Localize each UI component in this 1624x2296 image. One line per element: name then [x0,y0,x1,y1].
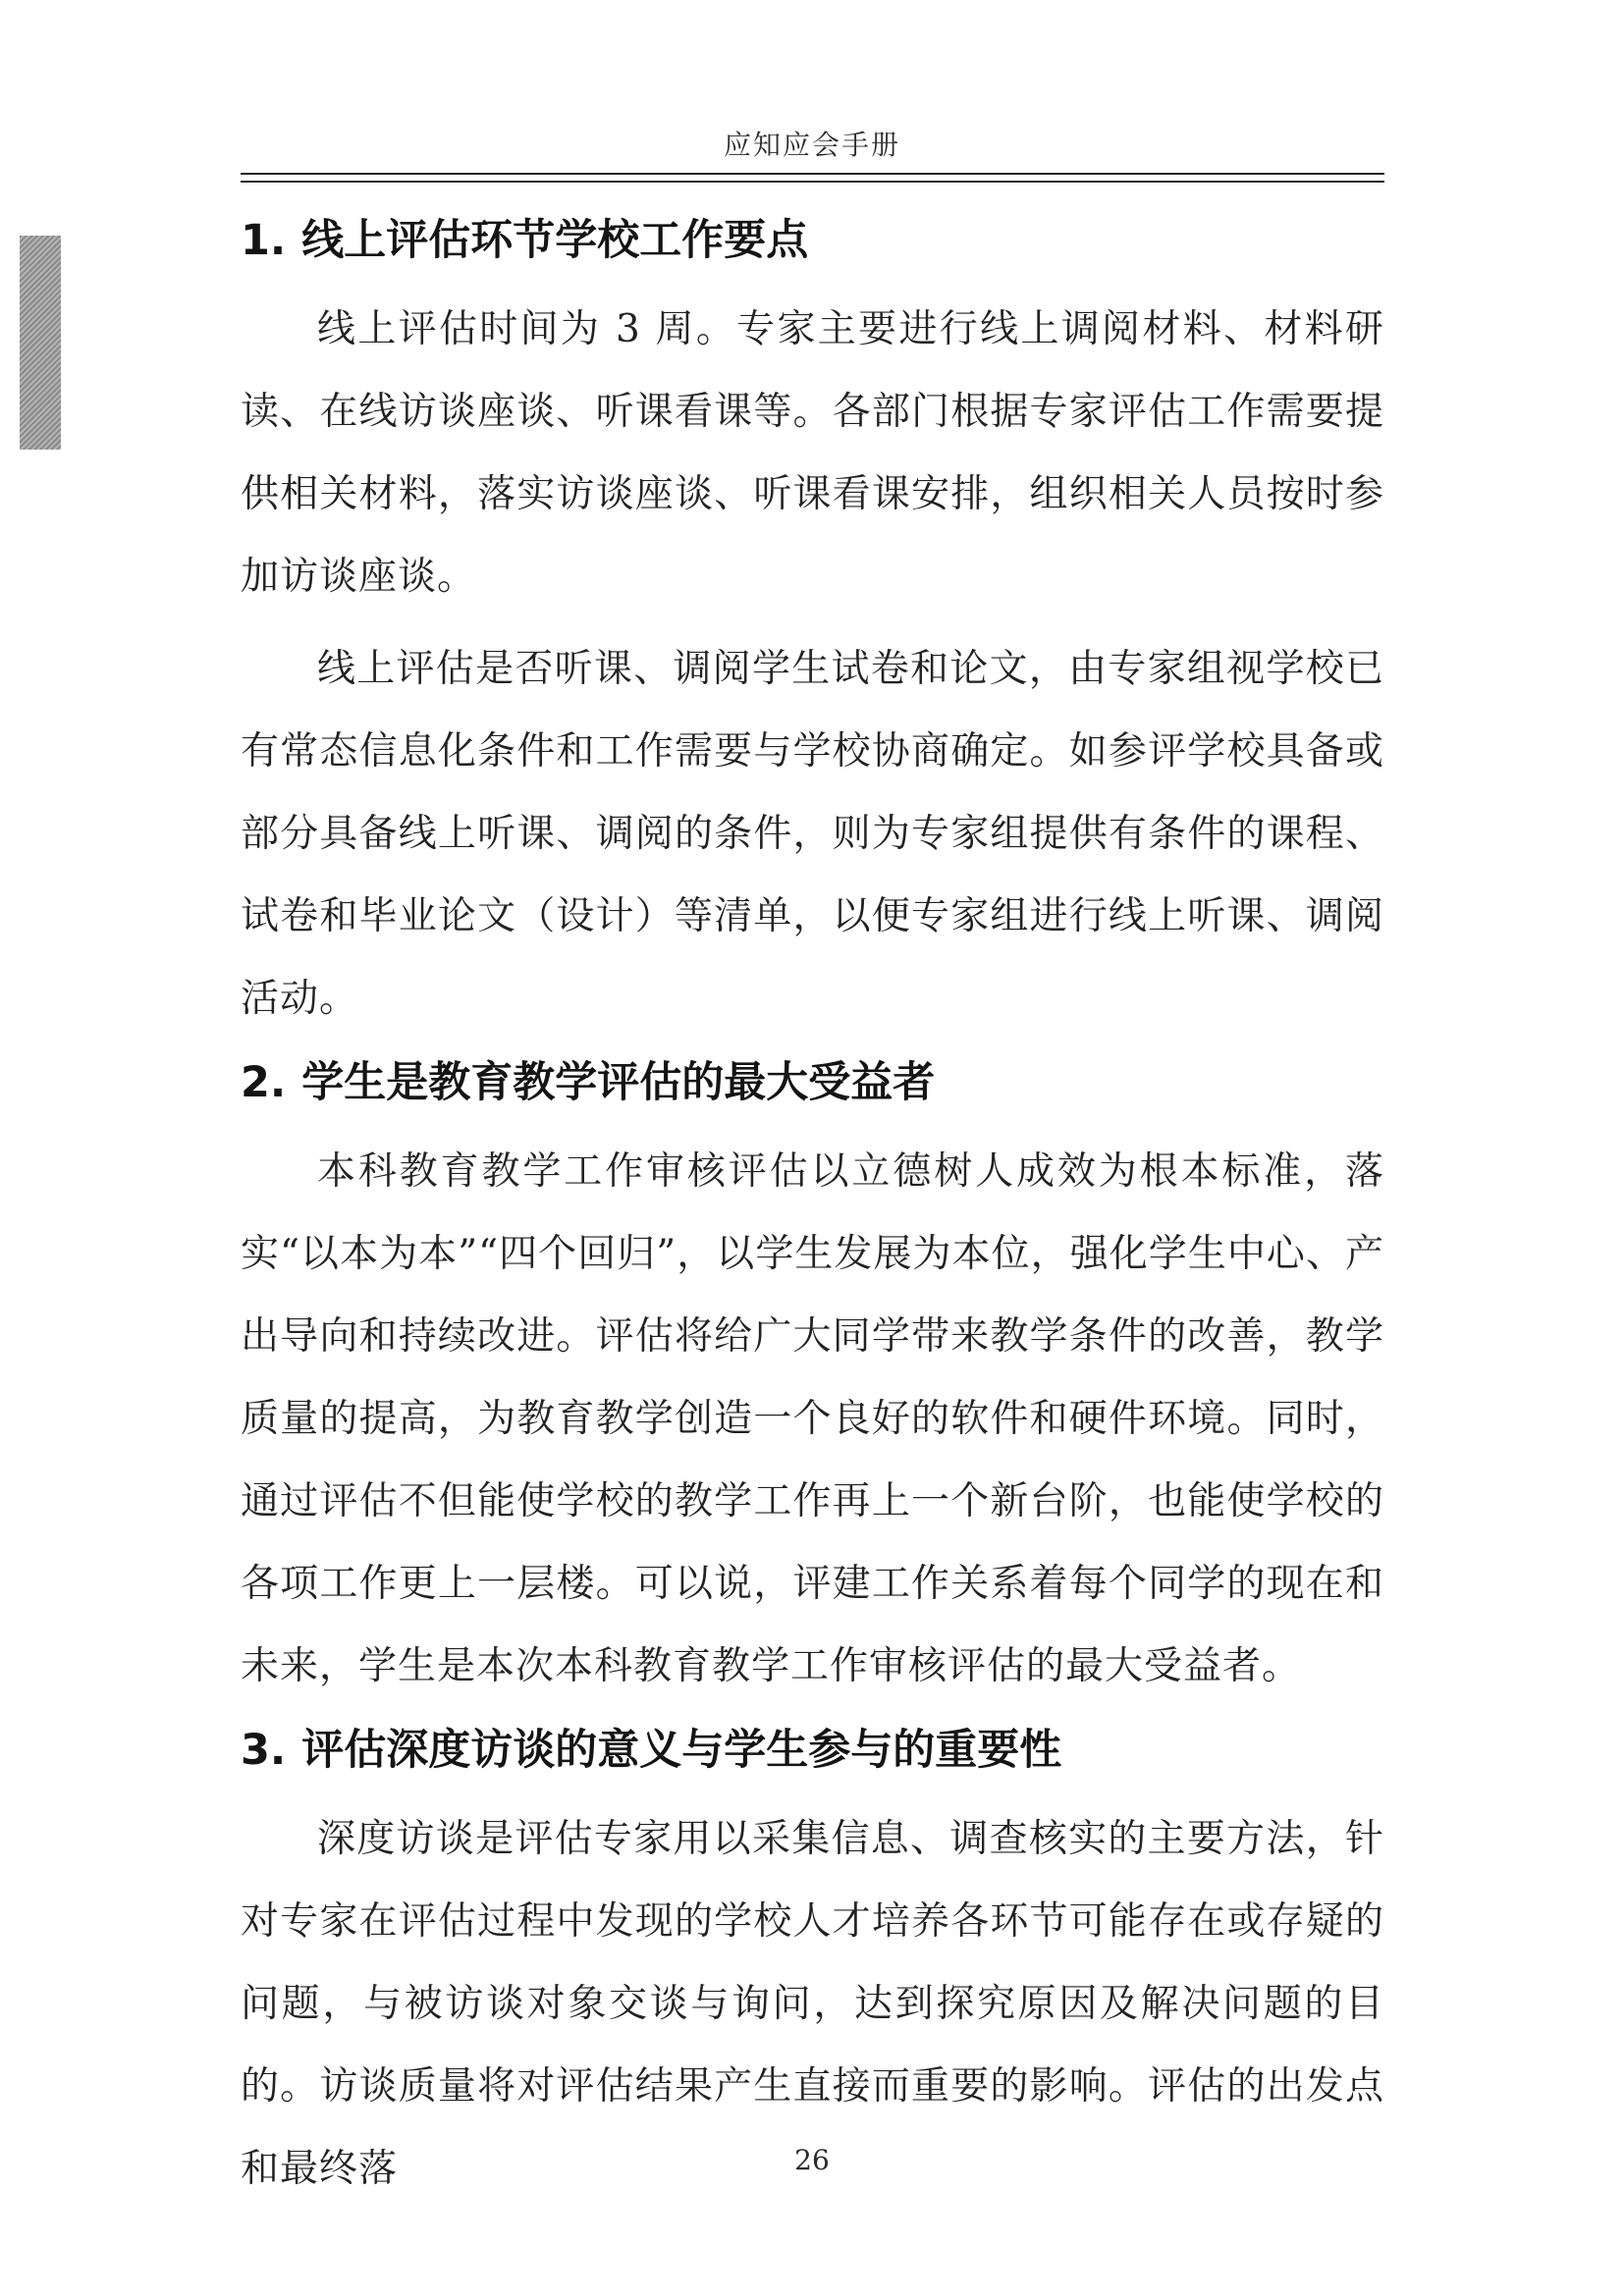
section-heading-1 [241,208,1384,273]
section-title: 学生是教育教学评估的最大受益者 [301,1058,936,1107]
section-number: 2. [241,1058,287,1107]
page-content [241,208,1384,2220]
scan-edge-mark [20,236,61,450]
section-heading-3 [241,1718,1384,1783]
page-number: 26 [794,2144,830,2176]
paragraph: 深度访谈是评估专家用以采集信息、调查核实的主要方法，针对专家在评估过程中发现的学校人才培养各环节可能存在或存疑的问题，与被访谈对象交谈与询问，达到探究原因及解决问题的目的。访谈质量将对评估结果产生直接而重要的影响。评估的出发点和最终落 [241,1817,1384,2191]
paragraph: 本科教育教学工作审核评估以立德树人成效为根本标准，落实“以本为本”“四个回归”，以学生发展为本位，强化学生中心、产出导向和持续改进。评估将给广大同学带来教学条件的改善，教学质量的提高，为教育教学创造一个良好的软件和硬件环境。同时，通过评估不但能使学校的教学工作再上一个新台阶，也能使学校的各项工作更上一层楼。可以说，评建工作关系着每个同学的现在和未来，学生是本次本科教育教学工作审核评估的最大受益者。 [241,1149,1384,1688]
section-number: 1. [241,216,287,265]
section-title: 评估深度访谈的意义与学生参与的重要性 [301,1726,1062,1775]
paragraph: 线上评估是否听课、调阅学生试卷和论文，由专家组视学校已有常态信息化条件和工作需要与学校协商确定。如参评学校具备或部分具备线上听课、调阅的条件，则为专家组提供有条件的课程、试卷和毕业论文（设计）等清单，以便专家组进行线上听课、调阅活动。 [241,647,1384,1021]
running-header: 应知应会手册 [723,129,900,161]
paragraph: 线上评估时间为 3 周。专家主要进行线上调阅材料、材料研读、在线访谈座谈、听课看课等。各部门根据专家评估工作需要提供相关材料，落实访谈座谈、听课看课安排，组织相关人员按时参加访谈座谈。 [241,307,1384,599]
section-heading-2 [241,1050,1384,1115]
section-number: 3. [241,1726,287,1775]
section-title: 线上评估环节学校工作要点 [301,216,809,265]
header-double-rule [241,173,1384,183]
